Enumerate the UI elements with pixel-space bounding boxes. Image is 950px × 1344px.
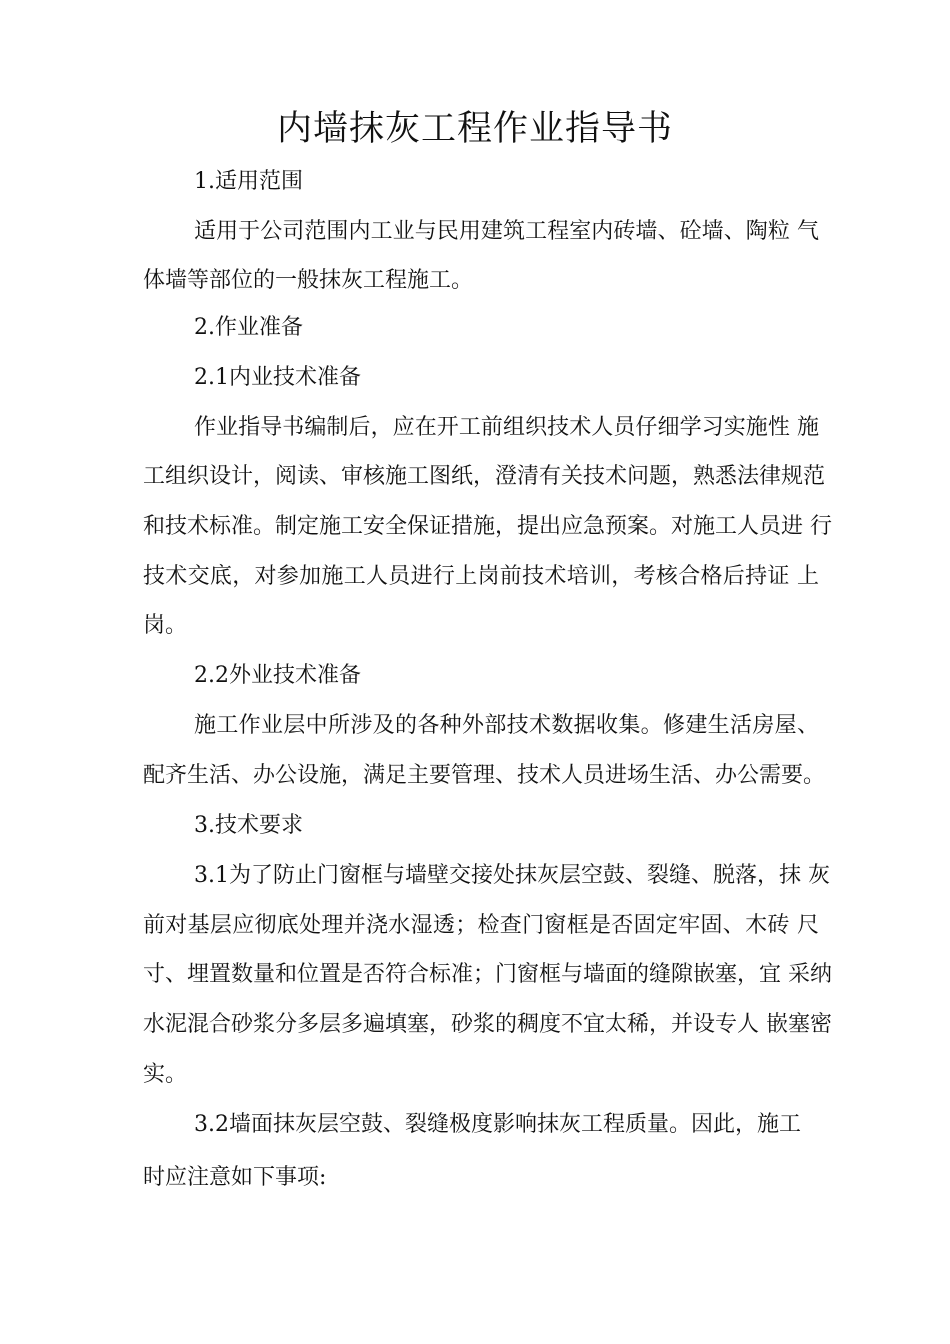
subsection-heading: 2.1内业技术准备 [194, 365, 361, 390]
paragraph-line: 施工作业层中所涉及的各种外部技术数据收集。修建生活房屋、 [194, 713, 819, 738]
paragraph-line: 适用于公司范围内工业与民用建筑工程室内砖墙、砼墙、陶粒 气 [194, 219, 819, 244]
paragraph-line: 技术交底，对参加施工人员进行上岗前技术培训，考核合格后持证 上 [143, 564, 819, 589]
paragraph-line: 工组织设计，阅读、审核施工图纸，澄清有关技术问题，熟悉法律规范 [143, 464, 826, 489]
paragraph-line: 3.2墙面抹灰层空鼓、裂缝极度影响抹灰工程质量。因此，施工 [194, 1112, 801, 1137]
paragraph-line: 水泥混合砂浆分多层多遍填塞，砂浆的稠度不宜太稀，并设专人 嵌塞密 [143, 1012, 832, 1037]
subsection-heading: 2.2外业技术准备 [194, 663, 361, 688]
paragraph-line: 时应注意如下事项: [143, 1165, 327, 1190]
paragraph-line: 寸、埋置数量和位置是否符合标准；门窗框与墙面的缝隙嵌塞，宜 采纳 [143, 962, 832, 987]
paragraph-line: 岗。 [143, 613, 188, 638]
paragraph-line: 3.1为了防止门窗框与墙壁交接处抹灰层空鼓、裂缝、脱落，抹 灰 [194, 863, 830, 888]
paragraph-line: 体墙等部位的一般抹灰工程施工。 [143, 268, 474, 293]
paragraph-line: 前对基层应彻底处理并浇水湿透；检查门窗框是否固定牢固、木砖 尺 [143, 913, 819, 938]
paragraph-line: 配齐生活、办公设施，满足主要管理、技术人员进场生活、办公需要。 [143, 763, 826, 788]
section-heading: 1.适用范围 [194, 169, 303, 194]
paragraph-line: 和技术标准。制定施工安全保证措施，提出应急预案。对施工人员进 行 [143, 514, 832, 539]
paragraph-line: 作业指导书编制后，应在开工前组织技术人员仔细学习实施性 施 [194, 415, 819, 440]
section-heading: 2.作业准备 [194, 315, 303, 340]
section-heading: 3.技术要求 [194, 813, 303, 838]
paragraph-line: 实。 [143, 1062, 188, 1087]
document-title: 内墙抹灰工程作业指导书 [276, 109, 673, 149]
